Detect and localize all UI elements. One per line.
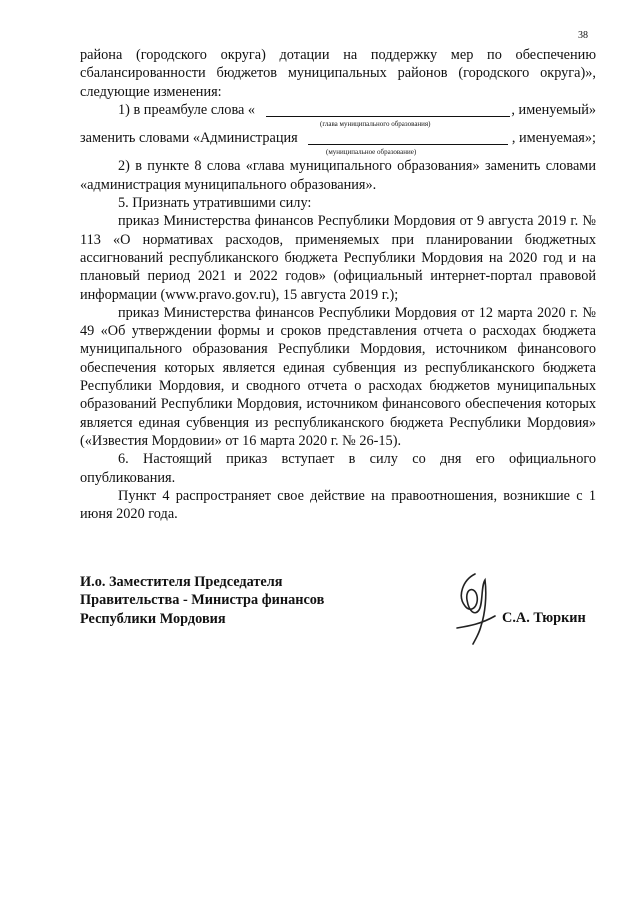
signatory-name: С.А. Тюркин (502, 610, 586, 626)
paragraph-item-6: 6. Настоящий приказ вступает в силу со дня его официального опубликования. (80, 451, 596, 486)
signatory-title-line: Правительства - Министра финансов (80, 592, 325, 609)
page-number: 38 (578, 30, 588, 41)
paragraph-item-2: 2) в пункте 8 слова «глава муниципального образования» заменить словами «администрация муниципального образования». (80, 158, 596, 193)
fill-row-replace (80, 129, 596, 147)
paragraph-item-5: 5. Признать утратившими силу: (118, 195, 312, 212)
handwritten-signature (445, 566, 505, 646)
fill-row-preamble-right: , именуемый» (511, 101, 596, 118)
paragraph-continuation: района (городского округа) дотации на поддержку мер по обеспечению сбалансированности бюджетов муниципальных районов (городского округа)», следующие изменения: (80, 47, 596, 100)
fill-row-preamble-left: 1) в преамбуле слова « (118, 101, 256, 118)
document-body (80, 46, 596, 523)
fill-row-preamble (80, 101, 596, 119)
field-hint-head: (глава муниципального образования) (320, 120, 431, 129)
signatory-title-line: И.о. Заместителя Председателя (80, 574, 283, 590)
blank-line (266, 102, 510, 117)
signatory-title (80, 573, 324, 628)
paragraph-order-113: приказ Министерства финансов Республики Мордовия от 9 августа 2019 г. № 113 «О нормативах расходов, применяемых при планировании бюджетных ассигнований республиканского бюджета Республики Мордовия на 2020 год и на плановый период 2021 и 2022 годов» (официальный интернет-портал правовой информации (www.pravo.gov.ru), 15 августа 2019 г.); (80, 213, 596, 303)
paragraph-effective: Пункт 4 распространяет свое действие на правоотношения, возникшие с 1 июня 2020 года. (80, 487, 596, 523)
paragraph-order-49: приказ Министерства финансов Республики Мордовия от 12 марта 2020 г. № 49 «Об утверждении формы и сроков представления отчета о расходах бюджета муниципального образования Республики Мордовия, источником финансового обеспечения которых является единая субвенция из республиканского бюджета Республики Мордовия, и сводного отчета о расходах бюджетов муниципальных образований Республики Мордовия, источником финансового обеспечения которых является единая субвенция из республиканского бюджета Республики Мордовия» («Известия Мордовии» от 16 марта 2020 г. № 26-15). (80, 304, 596, 449)
blank-line (308, 130, 508, 145)
fill-row-replace-left: заменить словами «Администрация (80, 130, 298, 147)
field-hint-municipality: (муниципальное образование) (326, 148, 417, 157)
signatory-title-line: Республики Мордовия (80, 610, 226, 627)
fill-row-replace-right: , именуемая»; (511, 130, 596, 147)
